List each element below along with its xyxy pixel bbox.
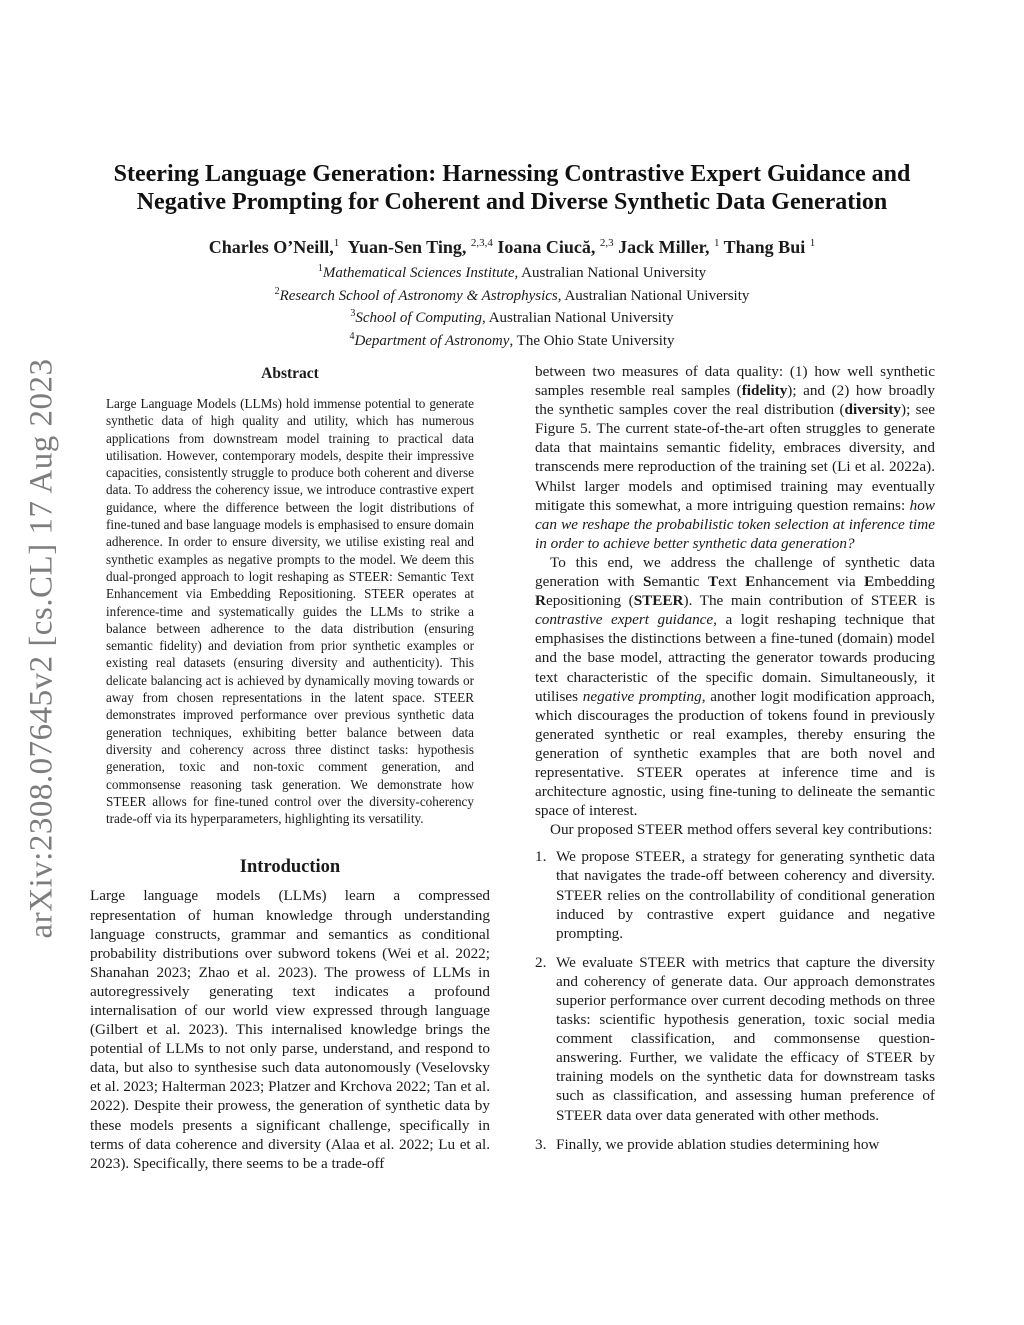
abstract-text: Large Language Models (LLMs) hold immense potential to generate synthetic data of high quality and utility, which has numerous applications from downstream model training to practical data utilisation. However, contemporary models, despite their impressive capacities, consistently struggle to produce both coherent and diverse data. To address the coherency issue, we introduce contrastive expert guidance, where the difference between the logit distributions of fine-tuned and base language models is emphasised to ensure domain adherence. In order to ensure diversity, we utilise existing real and synthetic examples as negative prompts to the model. We deem this dual-pronged approach to logit reshaping as STEER: Semantic Text Enhancement via Embedding Repositioning. STEER operates at inference-time and systematically guides the LLMs to strike a balance between adherence to the data distribution (ensuring semantic fidelity) and deviation from prior synthetic examples or existing real datasets (ensuring diversity and authenticity). This delicate balancing act is achieved by dynamically moving towards or away from chosen representations in the latent space. STEER demonstrates improved performance over previous synthetic data generation techniques, exhibiting better balance between data diversity and coherency across three distinct tasks: hypothesis generation, toxic and non-toxic comment generation, and commonsense reasoning task generation. We demonstrate how STEER allows for fine-tuned control over the diversity-coherency trade-off via its hyperparameters, highlighting its versatility. xyxy=(106,396,474,827)
author-name: Charles O’Neill, xyxy=(208,237,334,257)
author-name: Thang Bui xyxy=(723,237,806,257)
affiliation-mark: 1 xyxy=(317,263,323,274)
text-run: To this end, we address the challenge of synthetic data generation with xyxy=(535,553,935,591)
institution: , Australian National University xyxy=(514,265,707,281)
introduction-paragraph: Large language models (LLMs) learn a compressed representation of human knowledge through understanding language constructs, grammar and semantics as conditional probability distributions over subword tokens (Wei et al. 2022; Shanahan 2023; Zhao et al. 2023). The prowess of LLMs in autoregressively generating text indicates a profound internalisation of our world view expressed through language (Gilbert et al. 2023). This internalised knowledge brings the potential of LLMs to not only parse, understand, and respond to data, but also to synthesise such data autonomously (Veselovsky et al. 2023; Halterman 2023; Platzer and Krchova 2022; Tan et al. 2022). Despite their prowess, the generation of synthetic data by these models presents a significant challenge, specifically in terms of data coherence and diversity (Alaa et al. 2022; Lu et al. 2023). Specifically, there seems to be a trade-off xyxy=(90,887,490,1172)
left-column xyxy=(90,365,490,1173)
introduction-heading: Introduction xyxy=(239,857,341,878)
institute-name: Research School of Astronomy & Astrophysics xyxy=(279,287,558,304)
quality-measures-paragraph xyxy=(535,362,935,553)
institute-name: Mathematical Sciences Institute xyxy=(322,265,515,281)
text-run: between two measures of data quality: (1) how well synthetic samples resemble real samples ( xyxy=(535,363,935,400)
contrastive-expert-guidance-term: contrastive expert guidance xyxy=(535,611,714,629)
text-run: ext xyxy=(718,573,746,591)
affiliation-mark: 3 xyxy=(350,308,356,319)
acronym-letter: R xyxy=(535,592,546,610)
affiliation-mark: 2 xyxy=(274,285,280,297)
contributions-list xyxy=(535,847,935,1153)
institution: , Australian National University xyxy=(557,287,750,304)
list-number: 1. xyxy=(535,848,547,866)
text-run: , another logit modification approach, which discourages the production of tokens found in previously generated synthetic or real examples, thereby ensuring the generation of synthetic examples that are both novel and representative. STEER operates at inference time and is architecture agnostic, using fine-tuning to delineate the semantic space of interest. xyxy=(535,687,935,820)
author-name: Ioana Ciucă, xyxy=(497,237,596,257)
text-run: ). The main contribution of STEER is xyxy=(683,592,935,610)
list-item-text: Finally, we provide ablation studies determining how xyxy=(556,1135,880,1153)
institution: , The Ohio State University xyxy=(509,332,675,349)
institute-name: Department of Astronomy xyxy=(354,332,510,349)
text-run: , a logit reshaping technique that emphasises the distinctions between a fine-tuned (domain) model and the base model, attracting the generator towards producing text characteristic of the specific domain. Simultaneously, it utilises xyxy=(535,611,935,705)
list-item xyxy=(535,847,935,942)
negative-prompting-term: negative prompting xyxy=(582,687,702,705)
author-affiliation-mark: 2,3,4 xyxy=(470,237,493,249)
affiliation-line xyxy=(100,260,924,283)
list-item xyxy=(535,953,935,1125)
author-affiliation-mark: 1 xyxy=(713,237,720,249)
affiliation-line xyxy=(100,283,924,306)
list-item-text: We propose STEER, a strategy for generating synthetic data that navigates the trade-off between coherency and diversity. STEER relies on the controllability of conditional generation induced by contrastive expert guidance and negative prompting. xyxy=(556,848,935,942)
author-affiliation-mark: 1 xyxy=(333,237,340,249)
acronym-letter: S xyxy=(643,573,652,591)
acronym-letter: T xyxy=(707,573,719,591)
affiliation-line xyxy=(100,328,924,351)
research-question: how can we reshape the probabilistic token selection at inference time in order to achieve better synthetic data generation? xyxy=(535,496,935,552)
author-name: Jack Miller, xyxy=(618,237,710,257)
author-name: Yuan-Sen Ting, xyxy=(347,237,467,257)
title-line-2: Negative Prompting for Coherent and Diverse Synthetic Data Generation xyxy=(136,189,888,215)
text-run: ); and (2) how broadly the synthetic samples cover the real distribution ( xyxy=(535,382,935,419)
right-column xyxy=(535,362,935,1164)
text-run: nhancement via xyxy=(755,573,865,591)
text-run: mbedding xyxy=(874,573,935,591)
text-run: ); see Figure 5. The current state-of-the-art often struggles to generate data that maintains semantic fidelity, embraces diversity, and transcends mere reproduction of the training set (Li et al. 2022a). Whilst larger models and optimised training may eventually mitigate this somewhat, a more intriguing question remains: xyxy=(535,401,935,514)
affiliation-list xyxy=(100,260,924,350)
steer-intro-paragraph xyxy=(535,553,935,820)
steer-acronym: STEER xyxy=(633,592,684,610)
diversity-term: diversity xyxy=(844,401,902,419)
paper-title xyxy=(100,160,924,216)
list-number: 2. xyxy=(535,953,547,971)
abstract-heading: Abstract xyxy=(261,365,319,382)
fidelity-term: fidelity xyxy=(741,382,788,400)
acronym-letter: E xyxy=(745,573,756,591)
title-line-1: Steering Language Generation: Harnessing Contrastive Expert Guidance and xyxy=(113,161,911,187)
list-item-text: We evaluate STEER with metrics that capture the diversity and coherency of generate data. Our approach demonstrates superior performance over current decoding methods on three tasks: scientific hypothesis generation, toxic social media comment classification, and commonsense question-answering. Further, we validate the efficacy of STEER by training models on the synthetic data for downstream tasks such as classification, and assessing human preference of STEER data over data generated with other methods. xyxy=(556,953,935,1124)
institute-name: School of Computing xyxy=(355,310,483,326)
affiliation-mark: 4 xyxy=(349,330,355,342)
affiliation-line xyxy=(100,305,924,328)
institution: , Australian National University xyxy=(482,310,674,326)
list-number: 3. xyxy=(535,1135,547,1153)
acronym-letter: E xyxy=(864,573,875,591)
author-affiliation-mark: 1 xyxy=(809,237,816,249)
text-run: emantic xyxy=(651,573,708,591)
author-list xyxy=(100,232,924,258)
contributions-intro-paragraph: Our proposed STEER method offers several key contributions: xyxy=(550,821,933,839)
arxiv-identifier-stamp: arXiv:2308.07645v2 [cs.CL] 17 Aug 2023 xyxy=(23,358,60,939)
list-item xyxy=(535,1135,935,1154)
author-affiliation-mark: 2,3 xyxy=(599,237,614,249)
text-run: epositioning ( xyxy=(545,592,634,610)
